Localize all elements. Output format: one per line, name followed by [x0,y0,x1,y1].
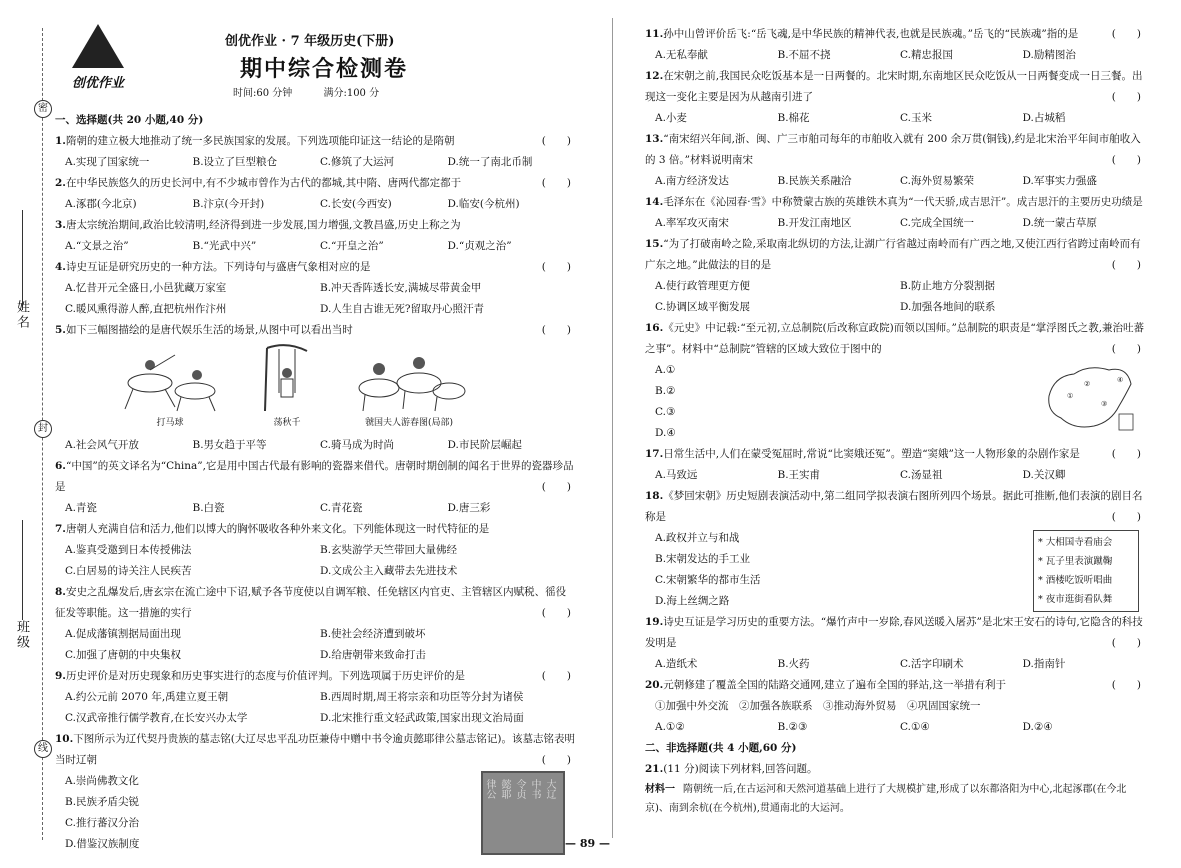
option[interactable]: A.忆昔开元全盛日,小邑犹藏万家室 [65,282,227,294]
option[interactable]: B.西周时期,周王将宗亲和功臣等分封为诸侯 [320,691,524,703]
option[interactable]: C.协调区域平衡发展 [655,301,750,313]
option[interactable]: C.长安(今西安) [320,198,392,210]
option[interactable]: D.北宋推行重文轻武政策,国家出现文治局面 [320,712,524,724]
scene-item: * 酒楼吃饭听唱曲 [1038,575,1113,586]
option[interactable]: D.统一蒙古草原 [1022,217,1097,229]
figure-swing [257,343,317,435]
options [55,236,575,257]
option[interactable]: C.白居易的诗关注人民疾苦 [65,565,192,577]
option[interactable]: B.男女趋于平等 [192,439,267,451]
option[interactable]: D.军事实力强盛 [1022,175,1097,187]
option[interactable]: C.玉米 [900,112,932,124]
option[interactable]: B.白瓷 [192,502,225,514]
option[interactable]: B.设立了巨型粮仓 [192,156,278,168]
option[interactable]: A.政权并立与和战 [655,532,740,544]
exam-meta [233,84,407,99]
question-10 [55,729,575,771]
series-title: 创优作业 · 7 年级历史(下册) [225,34,395,49]
question-20 [645,675,1145,696]
options [55,194,575,215]
question-number: 7. [55,523,66,535]
q18-body [645,528,1145,612]
option[interactable]: B.不屈不挠 [777,49,831,61]
answer-blank[interactable]: ( ) [1111,637,1141,649]
option[interactable]: A.促成藩镇割据局面出现 [65,628,181,640]
spring-outing-illustration [349,343,469,413]
question-13 [645,129,1145,171]
question-4 [55,257,575,278]
option[interactable]: C.修筑了大运河 [320,156,394,168]
caption: 荡秋千 [273,418,301,428]
options [55,624,575,666]
question-5 [55,320,575,341]
question-text: 唐太宗统治期间,政治比较清明,经济得到进一步发展,国力增强,文教昌盛,历史上称之为 [65,219,461,231]
option[interactable]: D.唐三彩 [447,502,491,514]
answer-blank[interactable]: ( ) [541,135,571,147]
option[interactable]: A.鉴真受邀到日本传授佛法 [65,544,192,556]
option[interactable]: B.汴京(今开封) [192,198,265,210]
caption: 虢国夫人游春图(局部) [364,418,454,428]
question-number: 10. [55,733,74,745]
question-number: 19. [645,616,664,628]
option[interactable]: B.民族矛盾尖锐 [65,796,140,808]
q5-figures [115,343,575,435]
answer-blank[interactable]: ( ) [541,177,571,189]
option[interactable]: A.崇尚佛教文化 [65,775,139,787]
option[interactable]: C.“开皇之治” [320,240,384,252]
stele-glyph: 律公 [484,779,495,799]
question-9 [55,666,575,687]
logo-text: 创优作业 [71,76,124,91]
numbered-items: ①加强中外交流 ②加强各族联系 ③推动海外贸易 ④巩固国家统一 [655,700,981,712]
question-19 [645,612,1145,654]
option[interactable]: B.民族关系融洽 [777,175,852,187]
left-column [55,0,575,855]
svg-text:②: ② [1084,380,1091,388]
option[interactable]: C.青花瓷 [320,502,363,514]
stele-glyph: 懿耶 [499,779,510,799]
option[interactable]: D.“贞观之治” [447,240,512,252]
stele-glyph: 令贞 [514,779,525,799]
question-number: 17. [645,448,664,460]
question-number: 4. [55,261,66,273]
question-number: 6. [55,460,66,472]
option[interactable]: C.完成全国统一 [900,217,974,229]
option[interactable]: C.宋朝繁华的都市生活 [655,574,761,586]
option[interactable]: A.①② [655,721,685,733]
answer-blank[interactable]: ( ) [1111,448,1141,460]
stele-glyph: 中书 [529,779,540,799]
question-number: 5. [55,324,66,336]
question-15 [645,234,1145,276]
option[interactable]: A.南方经济发达 [655,175,729,187]
option[interactable]: C.加强了唐朝的中央集权 [65,649,181,661]
question-number: 18. [645,490,664,502]
section-heading-nonchoice: 二、非选择题(共 4 小题,60 分) [645,742,797,754]
question-number: 20. [645,679,664,691]
question-text: 如下三幅图描绘的是唐代娱乐生活的场景,从图中可以看出当时 [65,324,353,336]
option[interactable]: D.海上丝绸之路 [655,595,730,607]
option[interactable]: A.实现了国家统一 [65,156,150,168]
question-text: 安史之乱爆发后,唐玄宗在流亡途中下诏,赋予各节度使以自调军粮、任免辖区内官吏、主管辖区内赋税、徭役征发等职能。这一措施的实行 [55,586,567,619]
question-1 [55,131,575,152]
class-field-line[interactable] [22,520,23,620]
exam-time: 时间:60 分钟 [233,88,293,99]
svg-text:③: ③ [1101,400,1108,408]
question-text: 诗史互证是学习历史的重要方法。“爆竹声中一岁除,春风送暖入屠苏”是北宋王安石的诗句,它隐含的科技发明是 [645,616,1143,649]
option[interactable]: B.冲天香阵透长安,满城尽带黄金甲 [320,282,482,294]
binding-hole-1: 密 [34,100,52,118]
question-text: 《元史》中记载:“至元初,立总制院(后改称宣政院)而领以国师。”总制院的职责是“掌浮图氏之教,兼治吐蕃之事”。材料中“总制院”管辖的区域大致位于图中的 [645,322,1145,355]
options [645,276,1145,318]
option[interactable]: D.市民阶层崛起 [447,439,522,451]
option[interactable]: D.占城稻 [1022,112,1066,124]
answer-blank[interactable]: ( ) [1111,91,1141,103]
options [645,45,1145,66]
option[interactable]: D.关汉卿 [1022,469,1066,481]
china-map-icon [1039,356,1139,436]
option[interactable]: B.棉花 [777,112,810,124]
answer-blank[interactable]: ( ) [1111,28,1141,40]
question-text: “为了打破南岭之险,采取南北纵切的方法,让湖广行省越过南岭而有广西之地,又使江西行省跨过南岭而有广东之地。”此做法的目的是 [645,238,1141,271]
option[interactable]: D.借鉴汉族制度 [65,838,140,850]
option[interactable]: D.文成公主入藏带去先进技术 [320,565,458,577]
option[interactable]: B.防止地方分裂割据 [900,280,996,292]
option[interactable]: A.青瓷 [65,502,97,514]
options [645,213,1145,234]
option[interactable]: A.使行政管理更方便 [655,280,750,292]
option[interactable]: B.使社会经济遭到破坏 [320,628,426,640]
option[interactable]: D.给唐朝带来致命打击 [320,649,426,661]
answer-blank[interactable]: ( ) [541,324,571,336]
question-number: 1. [55,135,66,147]
option[interactable]: B.玄奘游学天竺带回大量佛经 [320,544,458,556]
options [645,108,1145,129]
question-12 [645,66,1145,108]
option[interactable]: B.火药 [777,658,810,670]
option[interactable]: C.骑马成为时尚 [320,439,394,451]
stele-glyph: 大辽 [544,779,555,799]
material-1 [645,780,1145,818]
question-number: 9. [55,670,66,682]
option[interactable]: C.③ [655,406,676,418]
question-6 [55,456,575,498]
question-14 [645,192,1145,213]
scene-item: * 瓦子里表演蹴鞠 [1038,556,1113,567]
answer-blank[interactable]: ( ) [541,261,571,273]
scene-item: * 大相国寺看庙会 [1038,537,1113,548]
option[interactable]: C.精忠报国 [900,49,953,61]
option[interactable]: D.人生自古谁无死?留取丹心照汗青 [320,303,485,315]
question-text: 在中华民族悠久的历史长河中,有不少城市曾作为古代的都城,其中隋、唐两代都定都于 [65,177,462,189]
option[interactable]: C.推行蕃汉分治 [65,817,139,829]
figure-polo [115,343,225,435]
question-text: 诗史互证是研究历史的一种方法。下列诗句与盛唐气象相对应的是 [65,261,371,273]
options [645,717,1145,738]
caption: 打马球 [156,418,184,428]
question-2 [55,173,575,194]
exam-score: 满分:100 分 [323,88,380,99]
option[interactable]: C.汤显祖 [900,469,943,481]
exam-title: 期中综合检测卷 [240,56,409,82]
page-number: — 89 — [565,837,610,850]
answer-blank[interactable]: ( ) [541,481,571,493]
svg-text:①: ① [1067,392,1074,400]
option[interactable]: D.统一了南北币制 [447,156,533,168]
question-11 [645,24,1145,45]
question-21 [645,759,1145,780]
question-text: 下图所示为辽代契丹贵族的墓志铭(大辽尽忠平乱功臣兼侍中赠中书令逾贞懿耶律公墓志铭记)。该墓志铭表明当时辽朝 [55,733,575,766]
question-number: 2. [55,177,66,189]
question-3 [55,215,575,236]
options [55,278,575,320]
question-16 [645,318,1145,360]
figure-spring-outing [349,343,469,435]
option[interactable]: D.加强各地间的联系 [900,301,996,313]
option[interactable]: B.王实甫 [777,469,821,481]
right-column [645,24,1145,818]
binding-hole-3: 线 [34,740,52,758]
answer-blank[interactable]: ( ) [541,607,571,619]
option[interactable]: A.涿郡(今北京) [65,198,137,210]
brand-logo [63,24,133,96]
question-number: 3. [55,219,66,231]
question-text: 在宋朝之前,我国民众吃饭基本是一日两餐的。北宋时期,东南地区民众吃饭从一日两餐变成一日三餐。出现这一变化主要是因为从越南引进了 [645,70,1143,103]
options [645,465,1145,486]
question-text: 毛泽东在《沁园春·雪》中称赞蒙古族的英雄铁木真为“一代天骄,成吉思汗”。成吉思汗的主要历史功绩是 [663,196,1143,208]
scene-item: * 夜市逛街看队舞 [1038,594,1113,605]
question-text: 日常生活中,人们在蒙受冤屈时,常说“比窦娥还冤”。塑造“窦娥”这一人物形象的杂剧作家是 [663,448,1080,460]
question-number: 12. [645,70,664,82]
question-text: 《梦回宋朝》历史短剧表演活动中,第二组同学拟表演右图所列四个场景。据此可推断,他们表演的剧目名称是 [645,490,1143,523]
answer-blank[interactable]: ( ) [541,670,571,682]
option[interactable]: C.活字印刷术 [900,658,964,670]
options [55,540,575,582]
material-label: 材料一 [645,784,675,795]
option[interactable]: A.无私奉献 [655,49,708,61]
option[interactable]: A.① [655,364,676,376]
question-number: 11. [645,28,664,40]
question-number: 16. [645,322,664,334]
option[interactable]: A.小麦 [655,112,687,124]
question-text: 孙中山曾评价岳飞:“岳飞魂,是中华民族的精神代表,也就是民族魂。”岳飞的“民族魂”指的是 [663,28,1079,40]
question-number: 14. [645,196,664,208]
answer-blank[interactable]: ( ) [1111,259,1141,271]
q16-body [645,360,1145,444]
question-number: 13. [645,133,664,145]
answer-blank[interactable]: ( ) [541,754,571,766]
question-text: (11 分)阅读下列材料,回答问题。 [663,763,818,775]
material-text: 隋朝统一后,在古运河和天然河道基础上进行了大规模扩建,形成了以东都洛阳为中心,北起涿郡(在今北京)、南到余杭(在今杭州),贯通南北的大运河。 [645,784,1127,814]
triangle-logo-icon [72,24,124,68]
scene-list-box [1033,530,1139,612]
question-text: 历史评价是对历史现象和历史事实进行的态度与价值评判。下列选项属于历史评价的是 [65,670,465,682]
option[interactable]: B.②③ [777,721,808,733]
option[interactable]: A.造纸术 [655,658,698,670]
option[interactable]: B.“光武中兴” [192,240,257,252]
option[interactable]: D.②④ [1022,721,1053,733]
options [55,152,575,173]
option[interactable]: D.临安(今杭州) [447,198,520,210]
question-text: 隋朝的建立极大地推动了统一多民族国家的发展。下列选项能印证这一结论的是隋朝 [65,135,455,147]
question-17 [645,444,1145,465]
question-text: 唐朝人充满自信和活力,他们以博大的胸怀吸收各种外来文化。下列能体现这一时代特征的是 [65,523,490,535]
name-field-line[interactable] [22,210,23,310]
question-8 [55,582,575,624]
option[interactable]: D.励精图治 [1022,49,1076,61]
option[interactable]: D.指南针 [1022,658,1066,670]
options [55,687,575,729]
svg-text:④: ④ [1117,376,1124,384]
exam-header [55,0,575,110]
class-label: 班级 [14,620,29,650]
swing-illustration [257,343,317,413]
option[interactable]: B.② [655,385,676,397]
options [55,498,575,519]
question-number: 8. [55,586,66,598]
question-text: “中国”的英文译名为“China”,它是用中国古代最有影响的瓷器来借代。唐朝时期创制的闻名于世界的瓷器珍品是 [55,460,574,493]
answer-blank[interactable]: ( ) [1111,679,1141,691]
question-18 [645,486,1145,528]
options [55,435,575,456]
question-7 [55,519,575,540]
option[interactable]: C.暖风熏得游人醉,直把杭州作汴州 [65,303,227,315]
option[interactable]: B.开发江南地区 [777,217,852,229]
column-divider [612,18,613,838]
question-number: 15. [645,238,664,250]
option[interactable]: A.“文景之治” [65,240,129,252]
answer-blank[interactable]: ( ) [1111,154,1141,166]
option[interactable]: C.海外贸易繁荣 [900,175,974,187]
option[interactable]: A.率军攻灭南宋 [655,217,729,229]
option[interactable]: A.约公元前 2070 年,禹建立夏王朝 [65,691,229,703]
option[interactable]: C.汉武帝推行儒学教育,在长安兴办太学 [65,712,248,724]
option[interactable]: C.①④ [900,721,930,733]
option[interactable]: B.宋朝发达的手工业 [655,553,751,565]
question-text: “南宋绍兴年间,浙、闽、广三市舶司每年的市舶收入就有 200 余万贯(铜钱),约是北宋治平年间市舶收入的 3 倍。”材料说明南宋 [645,133,1141,166]
option[interactable]: D.④ [655,427,676,439]
epitaph-stele-image [481,771,565,855]
answer-blank[interactable]: ( ) [1111,511,1141,523]
question-text: 元朝修建了覆盖全国的陆路交通网,建立了遍布全国的驿站,这一举措有利于 [663,679,1006,691]
question-number: 21. [645,763,664,775]
polo-illustration [115,343,225,413]
q10-body [55,771,575,855]
options [645,654,1145,675]
name-label: 姓名 [14,300,29,330]
option[interactable]: A.社会风气开放 [65,439,139,451]
option[interactable]: A.马致远 [655,469,698,481]
section-heading-choice: 一、选择题(共 20 小题,40 分) [55,114,204,126]
binding-hole-2: 封 [34,420,52,438]
options [645,171,1145,192]
answer-blank[interactable]: ( ) [1111,343,1141,355]
